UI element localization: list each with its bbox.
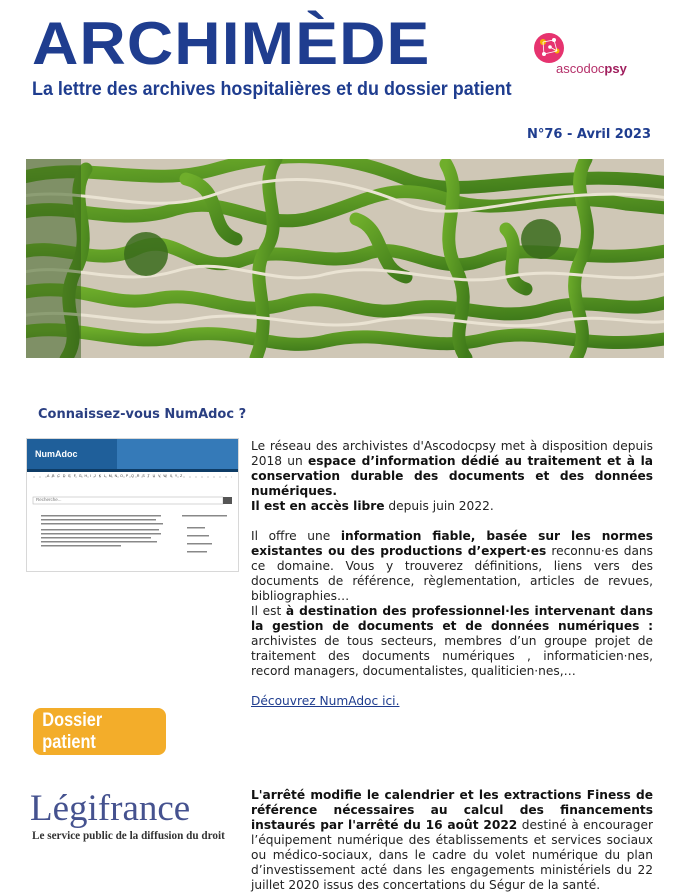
numadoc-screenshot[interactable] xyxy=(26,438,239,572)
p1-text-c: Il est en accès libre xyxy=(251,499,385,513)
newsletter-title: ARCHIMÈDE xyxy=(32,10,431,77)
p3-text-b: à destination des professionnel·les intervenant dans la gestion de documents et de données numériques : xyxy=(251,604,653,633)
p3-text-c: archivistes de tous secteurs, membres d’un groupe projet de traitement des documents numériques , informaticien·nes, record managers, documentalistes, qualiticien·nes,… xyxy=(251,634,653,678)
legifrance-logo-word[interactable]: Légifrance xyxy=(30,788,191,829)
dossier-patient-badge: Dossier patient xyxy=(33,708,166,755)
p2-text-a: Il offre une xyxy=(251,529,341,543)
p1-text-d: depuis juin 2022. xyxy=(384,499,494,513)
legifrance-logo-tagline: Le service public de la diffusion du droit xyxy=(32,830,225,842)
issue-number: N°76 - Avril 2023 xyxy=(526,127,651,142)
p2-text-c: reconnu·es dans ce domaine. Vous y trouverez définitions, liens vers des documents de référence, règlementation, articles de revues, bibliographies… xyxy=(251,544,653,603)
p2-text-b: information fiable, basée sur les normes existantes ou des productions d’expert·es xyxy=(251,529,653,558)
p1-text-a: Le réseau des archivistes d'Ascodocpsy met à disposition depuis 2018 un xyxy=(251,439,653,468)
ascodocpsy-logo-text: ascodocpsy xyxy=(556,61,627,76)
arrete-text-b: destiné à encourager l’équipement numérique des établissements et services sociaux ou médico-sociaux, dans le cadre du volet numérique du plan d’investissement acté dans les engagements ministériels du 22 juillet 2020 issus des concertations du Ségur de la santé. xyxy=(251,818,653,892)
p3-text-a: Il est xyxy=(251,604,286,618)
numadoc-description xyxy=(251,439,653,724)
p1-text-b: espace d’information dédié au traitement et à la conservation durable des documents et des données numériques. xyxy=(251,454,653,498)
section-heading-numadoc: Connaissez-vous NumAdoc ? xyxy=(38,407,247,422)
newsletter-subtitle: La lettre des archives hospitalières et du dossier patient xyxy=(32,78,512,100)
numadoc-link[interactable]: Découvrez NumAdoc ici. xyxy=(251,694,400,708)
arrete-description xyxy=(251,788,653,896)
numadoc-thumb-title: NumAdoc xyxy=(35,449,78,459)
arrete-text-a: L'arrêté modifie le calendrier et les extractions Finess de référence nécessaires au calcul des financements instaurés par l'arrêté du 16 août 2022 xyxy=(251,788,653,832)
hedge-maze-photo xyxy=(26,159,664,358)
numadoc-thumb-alphabet: A B C D E F G H I J K L M N O P Q R S T U V W X Y Z xyxy=(47,474,184,478)
numadoc-thumb-search: Recherche... xyxy=(36,497,62,502)
